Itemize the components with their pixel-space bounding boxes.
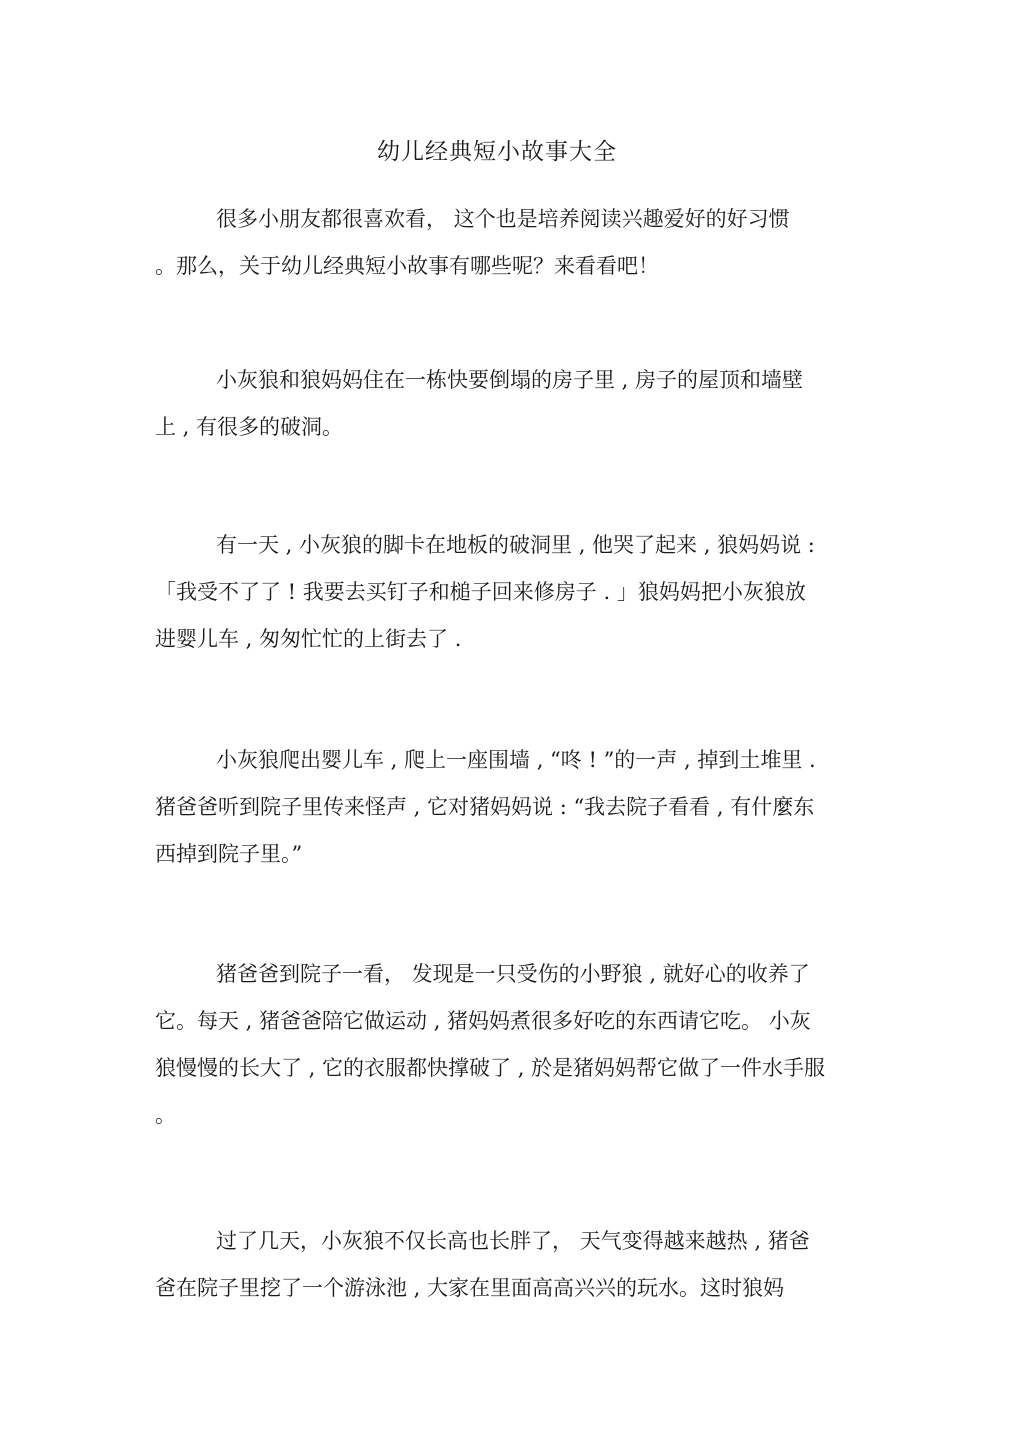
- paragraph-line: 很多小朋友都很喜欢看， 这个也是培养阅读兴趣爱好的好习惯: [216, 207, 790, 231]
- paragraph-line: 。那么，关于幼儿经典短小故事有哪些呢？来看看吧！: [155, 254, 659, 278]
- document-title: 幼儿经典短小故事大全: [377, 139, 617, 165]
- paragraph-line: 爸在院子里挖了一个游泳池 , 大家在里面高高兴兴的玩水。这时狼妈: [155, 1276, 785, 1300]
- paragraph-story-1: [155, 357, 875, 451]
- paragraph-story-3: [155, 737, 875, 878]
- paragraph-line: 它。每天 , 猪爸爸陪它做运动 , 猪妈妈煮很多好吃的东西请它吃。 小灰: [155, 1009, 811, 1033]
- paragraph-intro: [155, 196, 875, 290]
- paragraph-line: 猪爸爸听到院子里传来怪声 , 它对猪妈妈说 : “我去院子看看 , 有什麼东: [155, 795, 815, 819]
- paragraph-line: 有一天 , 小灰狼的脚卡在地板的破洞里 , 他哭了起来 , 狼妈妈说 :: [216, 533, 815, 557]
- paragraph-story-5: [155, 1218, 875, 1312]
- paragraph-story-2: [155, 522, 875, 663]
- paragraph-line: 猪爸爸到院子一看， 发现是一只受伤的小野狼 , 就好心的收养了: [216, 962, 810, 986]
- paragraph-line: 进婴儿车 , 匆匆忙忙的上街去了 .: [155, 627, 462, 651]
- paragraph-line: 过了几天，小灰狼不仅长高也长胖了， 天气变得越来越热 , 猪爸: [216, 1229, 810, 1253]
- paragraph-line: 小灰狼爬出婴儿车 , 爬上一座围墙 , “咚 ! ”的一声 , 掉到土堆里 .: [216, 748, 816, 772]
- paragraph-line: 狼慢慢的长大了 , 它的衣服都快撑破了 , 於是猪妈妈帮它做了一件水手服: [155, 1056, 826, 1080]
- paragraph-line: 上 , 有很多的破洞。: [155, 415, 344, 439]
- paragraph-line: 「我受不了了 ! 我要去买钉子和槌子回来修房子 . 」狼妈妈把小灰狼放: [155, 580, 806, 604]
- paragraph-line: 小灰狼和狼妈妈住在一栋快要倒塌的房子里 , 房子的屋顶和墙壁: [216, 368, 804, 392]
- paragraph-line: 西掉到院子里。”: [155, 842, 303, 866]
- paragraph-story-4: [155, 951, 875, 1139]
- paragraph-line: 。: [155, 1103, 176, 1127]
